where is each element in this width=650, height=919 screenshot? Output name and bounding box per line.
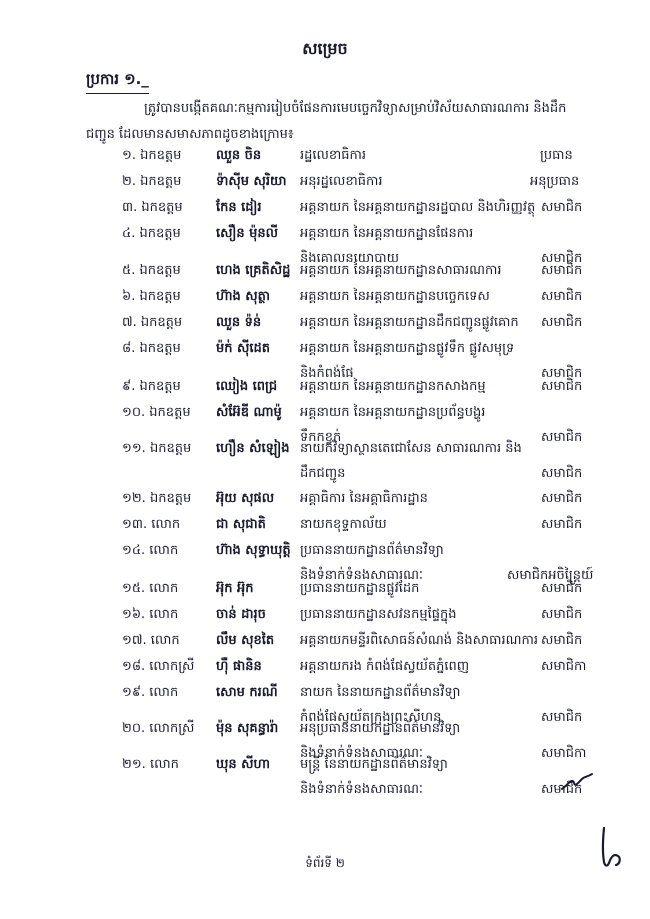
member-position: នាយក នៃនាយកដ្ឋានព័ត៌មានវិទ្យា <box>300 685 461 700</box>
member-position: និងគោលនយោបាយ <box>300 251 400 266</box>
member-role: សមាជិក <box>541 315 583 330</box>
intro-paragraph <box>86 96 586 148</box>
member-position: អនុរដ្ឋលេខាធិការ <box>300 174 383 189</box>
member-role: សមាជិក <box>541 251 583 266</box>
member-name: លឹម សុខតៃ <box>216 633 275 648</box>
member-role: សមាជិក <box>541 289 583 304</box>
member-role: សមាជិក <box>541 200 583 215</box>
handwritten-initial <box>598 822 626 874</box>
member-role: សមាជិក <box>541 379 583 394</box>
member-position: អនុប្រធាននាយកដ្ឋានព័ត៌មានវិទ្យា <box>300 721 461 736</box>
member-number: ៨. ឯកឧត្តម <box>122 341 181 356</box>
member-role: ប្រធាន <box>540 148 573 163</box>
member-position: និងទំនាក់ទំនងសាធារណៈ <box>300 568 423 583</box>
member-position: ប្រធាននាយកដ្ឋានផ្លូវដែក <box>300 581 420 596</box>
member-name: ហេង គ្រេតិសិដ្ឋ <box>216 263 291 278</box>
member-number: ១. ឯកឧត្តម <box>122 148 182 163</box>
member-role: សមាជិកា <box>541 746 587 761</box>
member-role: សមាជិក <box>541 581 583 596</box>
member-role: សមាជិក <box>541 263 583 278</box>
member-number: ១១. ឯកឧត្តម <box>122 441 192 456</box>
member-position: អគ្គនាយក នៃអគ្គនាយកដ្ឋានកសាងកម្ម <box>300 379 486 394</box>
member-number: ១៩. លោក <box>122 685 179 700</box>
member-position: អគ្គាធិការ នៃអគ្គាធិការដ្ឋាន <box>300 491 428 506</box>
member-position: កំពង់ផែស្វយ័តក្រុងព្រះសីហនុ <box>300 710 442 725</box>
member-role: សមាជិក <box>541 466 583 481</box>
member-role: សមាជិក <box>541 491 583 506</box>
member-position: ប្រធាននាយកដ្ឋានព័ត៌មានវិទ្យា <box>300 543 444 558</box>
member-position: អគ្គនាយក នៃអគ្គនាយកដ្ឋានបច្ចេកទេស <box>300 289 490 304</box>
member-position: នាយកខុទ្ទកាល័យ <box>300 517 387 532</box>
member-name: ឈៀង ពេជ្រ <box>216 379 278 394</box>
member-number: ២០. លោកស្រី <box>122 721 195 736</box>
member-position: អគ្គនាយក នៃអគ្គនាយកដ្ឋានសាធារណការ <box>300 263 502 278</box>
member-role: សមាជិក <box>541 430 583 445</box>
member-position: អគ្គនាយក នៃអគ្គនាយកដ្ឋានដឹកជញ្ជូនផ្លូវគោក <box>300 315 519 330</box>
member-number: ១៤. លោក <box>122 543 179 558</box>
member-role: សមាជិក <box>541 607 583 622</box>
member-name: ឃុន សីហា <box>216 757 271 772</box>
member-name: ម៉ក់ ស៊ីដេត <box>216 341 271 356</box>
member-role: សមាជិក <box>541 710 583 725</box>
member-role: សមាជិក <box>541 517 583 532</box>
member-number: ១០. ឯកឧត្តម <box>122 405 191 420</box>
member-name: ហ៊ាង សុទ្ធាឃុត្តិ <box>216 543 291 558</box>
member-position: អគ្គនាយកមន្ទីរពិសោធន៍សំណង់ និងសាធារណការ <box>300 633 539 648</box>
member-position: នាយកវិទ្យាស្ថានតេជោសែន សាធារណការ និង <box>300 441 522 456</box>
member-number: ២. ឯកឧត្តម <box>122 174 182 189</box>
member-name: អ៊ុយ សុផល <box>216 491 275 506</box>
member-position: ដឹកជញ្ជូន <box>300 466 346 481</box>
member-name: ឈួន ទ៉ន់ <box>216 315 262 330</box>
member-position: មន្ត្រី នៃនាយកដ្ឋានព័ត៌មានវិទ្យា <box>300 757 448 772</box>
page-number: ទំព័រទី ២ <box>305 856 345 870</box>
member-position: ប្រធាននាយកដ្ឋានសវនកម្មផ្ទៃក្នុង <box>300 607 457 622</box>
member-role: សមាជិកា <box>541 659 587 674</box>
member-name: ជា សុជាតិ <box>216 517 266 532</box>
member-role: សមាជិក <box>541 633 583 648</box>
member-position: និងកំពង់ផែ <box>300 366 354 381</box>
member-number: ៩. ឯកឧត្តម <box>122 379 181 394</box>
member-name: សោម ករណី <box>216 685 278 700</box>
member-number: ៧. ឯកឧត្តម <box>122 315 183 330</box>
member-number: ១៥. លោក <box>122 581 179 596</box>
member-position: អគ្គនាយក នៃអគ្គនាយកដ្ឋានរដ្ឋបាល និងហិរញ្ញវត្ថុ <box>300 200 536 215</box>
member-name: ទ៉ាស៊ីម សុរិយា <box>216 174 287 189</box>
member-position: និងទំនាក់ទំនងសាធារណៈ <box>300 746 423 761</box>
member-role: សមាជិក <box>541 782 583 797</box>
decision-title: សម្រេច <box>302 39 348 58</box>
member-name: សឿន ម៉ុនលី <box>216 226 279 241</box>
member-position: អគ្គនាយករង កំពង់ផែស្វយ័តភ្នំពេញ <box>300 659 470 674</box>
member-number: ៣. ឯកឧត្តម <box>122 200 183 215</box>
member-name: ចាន់ ដារុច <box>216 607 266 622</box>
signature-mark <box>560 771 594 797</box>
member-number: ១៣. លោក <box>122 517 181 532</box>
member-name: អ៊ុក អ៊ុក <box>216 581 254 596</box>
member-position: អគ្គនាយក នៃអគ្គនាយកដ្ឋានប្រព័ន្ធបង្ហូរ <box>300 405 486 420</box>
member-position: និងទំនាក់ទំនងសាធារណៈ <box>300 782 423 797</box>
member-name: ហឿន សំឡៀង <box>216 441 290 456</box>
member-number: ៤. ឯកឧត្តម <box>122 226 181 241</box>
intro-text: ត្រូវបានបង្កើតគណៈកម្មការរៀបចំផែនការមេបច្ចេកវិទ្យាសម្រាប់វិស័យសាធារណការ និងដឹកជញ្ជូន ដែលមានសមាសភាពដូចខាងក្រោម៖ <box>86 101 567 142</box>
member-role: អនុប្រធាន <box>530 174 580 189</box>
member-number: ១៨. លោកស្រី <box>122 659 195 674</box>
member-number: ២១. លោក <box>122 757 179 772</box>
member-number: ១៦. លោក <box>122 607 179 622</box>
member-name: ហ៊ឺ ផានិន <box>216 659 262 674</box>
member-name: ហ៊ាង សុត្ថា <box>216 289 271 304</box>
member-role: សមាជិក <box>541 366 583 381</box>
member-position: រដ្ឋលេខាធិការ <box>300 148 367 163</box>
article-heading: ប្រការ ១._ <box>86 70 149 94</box>
member-name: ម៉ុន សុគន្ធារ៉ា <box>216 721 279 736</box>
member-number: ៥. ឯកឧត្តម <box>122 263 181 278</box>
member-position: ទឹកកខ្វក់ <box>300 430 342 445</box>
member-role: សមាជិកអចិន្ត្រៃយ៍ <box>507 568 594 583</box>
member-position: អគ្គនាយក នៃអគ្គនាយកដ្ឋានផ្លូវទឹក ផ្លូវសមុទ្រ <box>300 341 515 356</box>
member-number: ៦. ឯកឧត្តម <box>122 289 181 304</box>
member-name: សំអ៊ែឌី ណាម៉ូ <box>216 405 282 420</box>
member-number: ១៧. លោក <box>122 633 180 648</box>
member-number: ១២. ឯកឧត្តម <box>122 491 192 506</box>
member-name: ឈួន ចិន <box>216 148 262 163</box>
member-name: កែន ដៀរ <box>216 200 262 215</box>
member-position: អគ្គនាយក នៃអគ្គនាយកដ្ឋានផែនការ <box>300 226 474 241</box>
